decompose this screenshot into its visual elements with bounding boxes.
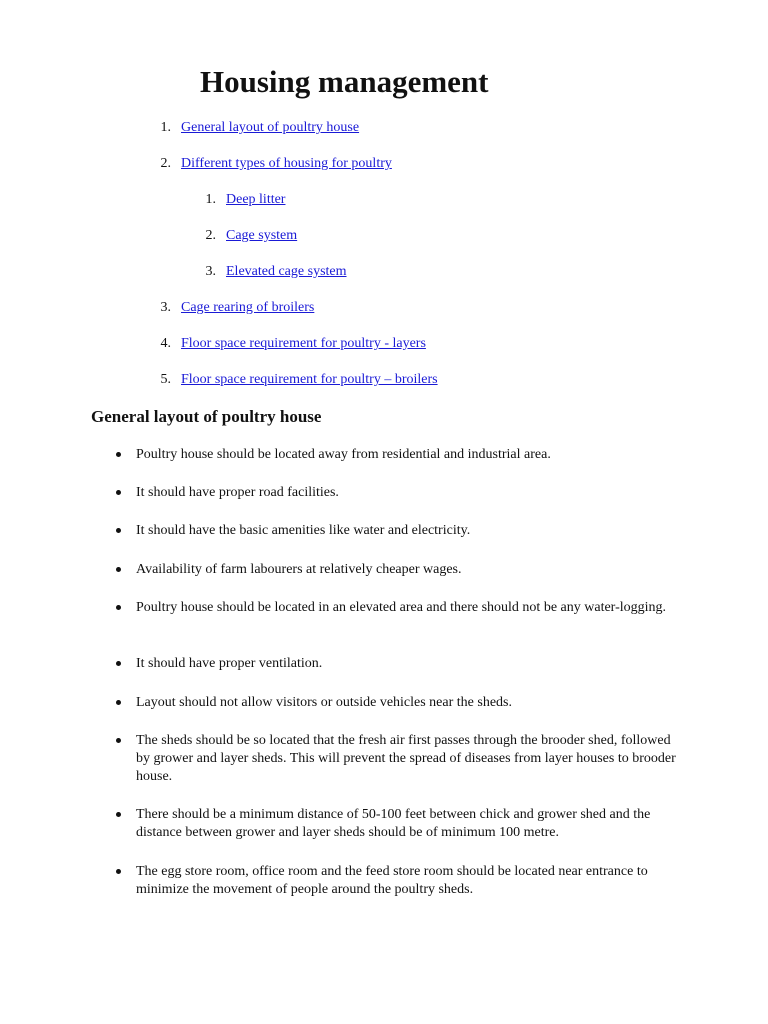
toc-link-cage-system[interactable]: Cage system (226, 228, 298, 243)
bullet-icon (116, 452, 121, 457)
list-item-text: The sheds should be so located that the fresh air first passes through the brooder shed, followed by grower and layer sheds. This will prevent the spread of diseases from layer houses to brooder house. (136, 733, 676, 784)
bullet-icon (116, 528, 121, 533)
toc-subitem (205, 227, 298, 245)
list-item-text: It should have proper ventilation. (136, 656, 323, 671)
toc-number: 3. (205, 264, 216, 279)
list-item (136, 522, 681, 540)
toc-number: 5. (160, 372, 171, 387)
list-item-text: Layout should not allow visitors or outside vehicles near the sheds. (136, 695, 512, 710)
toc-link-floor-space-layers[interactable]: Floor space requirement for poultry - layers (181, 336, 426, 351)
list-item-text: There should be a minimum distance of 50-100 feet between chick and grower shed and the distance between grower and layer sheds should be of minimum 100 metre. (136, 807, 651, 840)
toc-number: 1. (160, 120, 171, 135)
toc-item (160, 155, 392, 173)
toc-number: 2. (205, 228, 216, 243)
toc-link-elevated-cage-system[interactable]: Elevated cage system (226, 264, 347, 279)
list-item (136, 655, 681, 673)
toc-link-general-layout[interactable]: General layout of poultry house (181, 120, 360, 135)
list-item (136, 732, 681, 786)
list-item-text: Poultry house should be located away from residential and industrial area. (136, 447, 551, 462)
toc-item (160, 335, 426, 353)
list-item (136, 446, 681, 464)
bullet-icon (116, 567, 121, 572)
list-item (136, 806, 681, 842)
toc-link-housing-types[interactable]: Different types of housing for poultry (181, 156, 392, 171)
toc-link-cage-rearing-broilers[interactable]: Cage rearing of broilers (181, 300, 315, 315)
bullet-icon (116, 869, 121, 874)
list-item (136, 599, 681, 617)
list-item (136, 561, 681, 579)
toc-number: 2. (160, 156, 171, 171)
list-item-text: It should have proper road facilities. (136, 485, 339, 500)
section-heading: General layout of poultry house (91, 407, 322, 426)
bullet-icon (116, 812, 121, 817)
toc-subitem (205, 191, 286, 209)
list-item-text: It should have the basic amenities like water and electricity. (136, 523, 471, 538)
page-title: Housing management (200, 64, 489, 99)
toc-number: 3. (160, 300, 171, 315)
toc-item (160, 299, 315, 317)
bullet-icon (116, 490, 121, 495)
list-item-text: Availability of farm labourers at relatively cheaper wages. (136, 562, 462, 577)
list-item (136, 484, 681, 502)
toc-number: 4. (160, 336, 171, 351)
bullet-icon (116, 700, 121, 705)
toc-link-deep-litter[interactable]: Deep litter (226, 192, 286, 207)
toc-item (160, 371, 438, 389)
bullet-icon (116, 661, 121, 666)
list-item (136, 694, 681, 712)
toc-subitem (205, 263, 347, 281)
bullet-icon (116, 605, 121, 610)
toc-item (160, 119, 360, 137)
list-item (136, 863, 681, 899)
list-item-text: Poultry house should be located in an elevated area and there should not be any water-logging. (136, 600, 667, 615)
toc-link-floor-space-broilers[interactable]: Floor space requirement for poultry – broilers (181, 372, 438, 387)
bullet-icon (116, 738, 121, 743)
toc-number: 1. (205, 192, 216, 207)
list-item-text: The egg store room, office room and the feed store room should be located near entrance to minimize the movement of people around the poultry sheds. (136, 864, 648, 897)
